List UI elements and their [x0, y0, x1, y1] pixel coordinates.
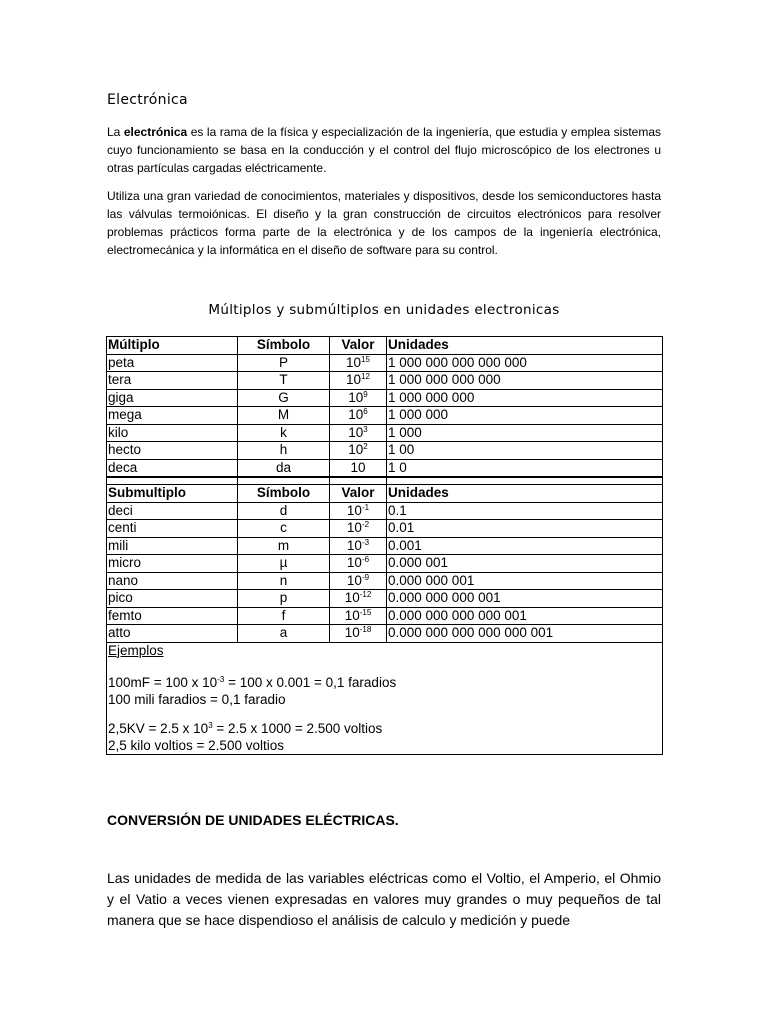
- prefix-value: $10^{-6}$: [330, 555, 387, 573]
- prefix-units: 0.000 000 000 001: [387, 590, 663, 608]
- prefix-name: kilo: [107, 424, 238, 442]
- prefix-symbol: h: [238, 442, 330, 460]
- prefix-units: 1 0: [387, 459, 663, 477]
- header-cell: Unidades: [387, 337, 663, 355]
- prefix-symbol: f: [238, 607, 330, 625]
- prefix-value: $10^{15}$: [330, 354, 387, 372]
- prefix-units: 0.001: [387, 537, 663, 555]
- prefix-units: 0.000 000 000 000 001: [387, 607, 663, 625]
- prefix-value: $10^6$: [330, 407, 387, 425]
- third-paragraph: Las unidades de medida de las variables eléctricas como el Voltio, el Amperio, el Ohmio y el Vatio a veces vienen expresadas en valores muy grandes o muy pequeños de tal manera que se hace dispendioso el análisis de calculo y medición y puede: [107, 870, 661, 928]
- prefix-units: 0.000 001: [387, 555, 663, 573]
- header-cell: Símbolo: [238, 485, 330, 503]
- header-cell: Valor: [330, 485, 387, 503]
- table-row: [107, 459, 663, 477]
- section-heading: CONVERSIÓN DE UNIDADES ELÉCTRICAS.: [107, 812, 399, 828]
- prefix-symbol: n: [238, 572, 330, 590]
- prefix-units: 1 000 000 000 000 000: [387, 354, 663, 372]
- prefix-name: deca: [107, 459, 238, 477]
- table-row: [107, 372, 663, 390]
- prefix-units: 1 000: [387, 424, 663, 442]
- table-row: [107, 520, 663, 538]
- table-row: [107, 424, 663, 442]
- example-1-equation: 100mF = 100 x $10^{-3} = 100$ x 0.001 = 0,1 faradios: [108, 674, 397, 690]
- prefix-name: femto: [107, 607, 238, 625]
- page-title: Electrónica: [107, 92, 188, 108]
- prefix-name: centi: [107, 520, 238, 538]
- table-row: [107, 442, 663, 460]
- prefix-name: peta: [107, 354, 238, 372]
- prefix-units: 0.01: [387, 520, 663, 538]
- intro-bold-term: electrónica: [123, 125, 188, 139]
- table-row: [107, 607, 663, 625]
- prefix-units: 1 00: [387, 442, 663, 460]
- prefix-symbol: T: [238, 372, 330, 390]
- examples-heading: Ejemplos: [108, 642, 164, 658]
- units-table: [106, 336, 663, 755]
- prefix-symbol: k: [238, 424, 330, 442]
- prefix-name: hecto: [107, 442, 238, 460]
- examples-cell: [107, 642, 663, 754]
- prefix-symbol: c: [238, 520, 330, 538]
- prefix-value: $10^{-2}$: [330, 520, 387, 538]
- table-row: [107, 389, 663, 407]
- submultiples-header-row: [107, 485, 663, 503]
- prefix-symbol: M: [238, 407, 330, 425]
- intro-paragraph: [107, 123, 661, 177]
- prefix-units: 1 000 000 000 000: [387, 372, 663, 390]
- table-title: Múltiplos y submúltiplos en unidades electronicas: [208, 302, 560, 318]
- prefix-symbol: m: [238, 537, 330, 555]
- table-row: [107, 555, 663, 573]
- header-cell: Unidades: [387, 485, 663, 503]
- example-1-result: 100 mili faradios = 0,1 faradio: [108, 691, 286, 707]
- prefix-symbol: p: [238, 590, 330, 608]
- table-row: [107, 572, 663, 590]
- prefix-value: $10^{-12}$: [330, 590, 387, 608]
- prefix-value: $10^3$: [330, 424, 387, 442]
- prefix-name: mili: [107, 537, 238, 555]
- table-row: [107, 354, 663, 372]
- prefix-name: mega: [107, 407, 238, 425]
- prefix-name: atto: [107, 625, 238, 643]
- table-row: [107, 590, 663, 608]
- prefix-value: $10^{-3}$: [330, 537, 387, 555]
- prefix-value: $10^{12}$: [330, 372, 387, 390]
- prefix-value: $10^9$: [330, 389, 387, 407]
- prefix-units: 0.1: [387, 502, 663, 520]
- prefix-name: nano: [107, 572, 238, 590]
- prefix-symbol: G: [238, 389, 330, 407]
- prefix-name: micro: [107, 555, 238, 573]
- intro-rest: es la rama de la física y especialización de la ingeniería, que estudia y emplea sistemas cuyo funcionamiento se basa en la conducción y el control del flujo microscópico de los electrones u otras partículas cargadas eléctricamente.: [107, 125, 661, 175]
- prefix-value: $10^2$: [330, 442, 387, 460]
- table-row: [107, 537, 663, 555]
- table-row: [107, 625, 663, 643]
- prefix-symbol: µ: [238, 555, 330, 573]
- prefix-value: $10^{-1}$: [330, 502, 387, 520]
- prefix-symbol: da: [238, 459, 330, 477]
- example-2-result: 2,5 kilo voltios = 2.500 voltios: [108, 737, 284, 753]
- multiples-header-row: [107, 337, 663, 355]
- prefix-symbol: a: [238, 625, 330, 643]
- prefix-name: pico: [107, 590, 238, 608]
- intro-lead: La: [107, 125, 124, 139]
- prefix-units: 1 000 000 000: [387, 389, 663, 407]
- prefix-units: 0.000 000 000 000 000 001: [387, 625, 663, 643]
- prefix-name: deci: [107, 502, 238, 520]
- header-cell: Valor: [330, 337, 387, 355]
- prefix-value: $10^{-9}$: [330, 572, 387, 590]
- prefix-units: 1 000 000: [387, 407, 663, 425]
- prefix-symbol: d: [238, 502, 330, 520]
- prefix-symbol: P: [238, 354, 330, 372]
- examples-row: [107, 642, 663, 754]
- prefix-name: tera: [107, 372, 238, 390]
- prefix-units: 0.000 000 001: [387, 572, 663, 590]
- prefix-name: giga: [107, 389, 238, 407]
- header-cell: Submultiplo: [107, 485, 238, 503]
- example-2-equation: 2,5KV = 2.5 x $10^3 = 2.5$ x 1000 = 2.500 voltios: [108, 720, 383, 736]
- separator-row: [107, 477, 663, 485]
- table-row: [107, 407, 663, 425]
- prefix-value: 10: [330, 459, 387, 477]
- prefix-value: $10^{-15}$: [330, 607, 387, 625]
- second-paragraph: Utiliza una gran variedad de conocimientos, materiales y dispositivos, desde los semiconductores hasta las válvulas termoiónicas. El diseño y la gran construcción de circuitos electrónicos para resolver problemas prácticos forma parte de la electrónica y de los campos de la ingeniería electrónica, electromecánica y la informática en el diseño de software para su control.: [107, 189, 661, 257]
- header-cell: Múltiplo: [107, 337, 238, 355]
- table-row: [107, 502, 663, 520]
- prefix-value: $10^{-18}$: [330, 625, 387, 643]
- header-cell: Símbolo: [238, 337, 330, 355]
